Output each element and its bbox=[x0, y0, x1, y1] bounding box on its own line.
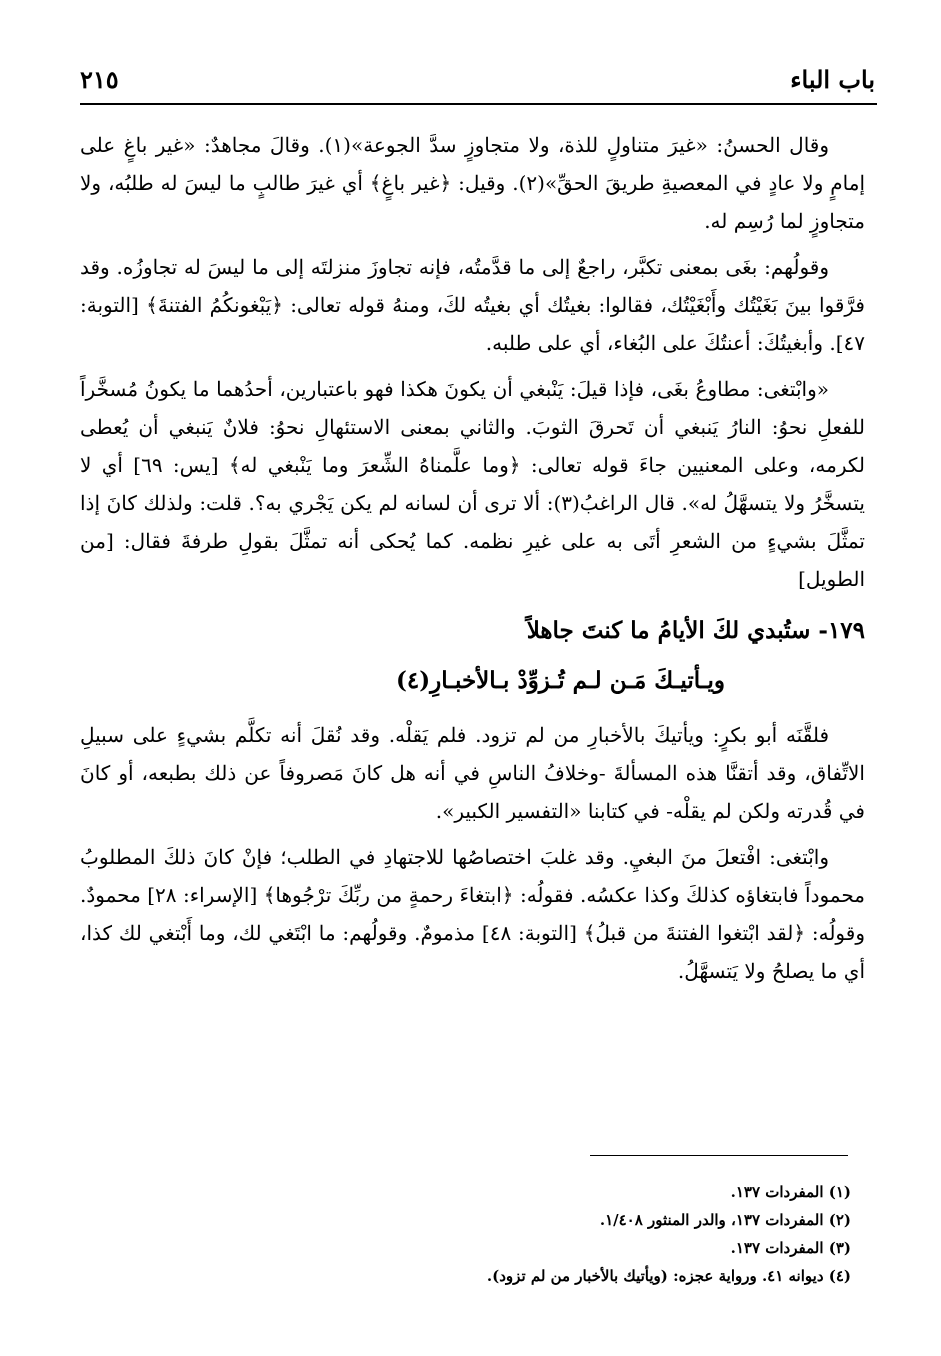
footnotes bbox=[80, 1178, 851, 1290]
main-text bbox=[80, 126, 865, 998]
footnote: (٢) المفردات ١٣٧، والدر المنثور ١/٤٠٨. bbox=[599, 1211, 851, 1229]
verse-second-hemistich: ويـأتيـكَ مَـن لـم تُـزوِّدْ بـالأخبـارِ(٤) bbox=[396, 667, 725, 694]
paragraph: وقولُهم: بغَى بمعنى تكبَّر، راجعٌ إلى ما قدَّمتُه، فإنه تجاوزَ منزلتَه إلى ما ليسَ له تجاوزُه. وقد فرَّقوا بينَ بَغَيْتُك وأَبْغَيْتُك، فقالوا: بغيتُك أي بغيتُه لكَ، ومنهُ قوله تعالى: ﴿يَبْغونكُمُ الفتنةَ﴾ [التوبة: ٤٧]. وأبغيتُكَ: أعنتُكَ على البُغاء، أي على طلبه. bbox=[80, 255, 865, 355]
verse-first-hemistich: ١٧٩- ستُبدي لكَ الأيامُ ما كنتَ جاهلاً bbox=[526, 617, 865, 644]
footnote: (٤) ديوانه ٤١. ورواية عجزه: (ويأتيك بالأخبار من لم تزود). bbox=[486, 1267, 851, 1285]
header-rule bbox=[80, 103, 877, 105]
footnote: (١) المفردات ١٣٧. bbox=[730, 1183, 851, 1201]
poetry-verse bbox=[80, 606, 865, 706]
running-head bbox=[80, 58, 875, 100]
chapter-title: باب الباء bbox=[790, 64, 875, 94]
paragraph: وقال الحسنُ: «غيرَ متناولٍ للذة، ولا متجاوزٍ سدَّ الجوعة»(١). وقالَ مجاهدٌ: «غير باغٍ على إمامٍ ولا عادٍ في المعصيةِ طريقَ الحقِّ»(٢). وقيل: ﴿غير باغٍ﴾ أي غيرَ طالبٍ ما ليسَ له طلبُه، ولا متجاوزٍ لما رُسِم له. bbox=[80, 133, 865, 233]
paragraph: وابْتغى: افْتعلَ منَ البغيِ. وقد غلبَ اختصاصُها للاجتهادِ في الطلب؛ فإنْ كانَ ذلكَ المطلوبُ محموداً فابتغاؤه كذلكَ وكذا عكسُه. فقولُه: ﴿ابتغاءَ رحمةٍ من ربِّكَ ترْجُوها﴾ [الإسراء: ٢٨] محمودٌ. وقولُه: ﴿لقد ابْتغوا الفتنةَ من قبلُ﴾ [التوبة: ٤٨] مذمومٌ. وقولُهم: ما ابْتَغي لك، وما أَبْتغي لك كذا، أي ما يصلحُ ولا يَتسهَّلُ. bbox=[80, 845, 865, 983]
footnote: (٣) المفردات ١٣٧. bbox=[730, 1239, 851, 1257]
footnote-rule bbox=[590, 1155, 848, 1156]
page-number: ٢١٥ bbox=[80, 64, 119, 94]
paragraph: «وابْتغى: مطاوعُ بغَى، فإذا قيلَ: يَنْبغي أن يكونَ هكذا فهو باعتبارين، أحدُهما ما يكونُ مُسخَّراً للفعلِ نحوُ: النارُ يَنبغي أن تَحرقَ الثوبَ. والثاني بمعنى الاستئهالِ نحوُ: فلانٌ يَنبغي أن يُعطى لكرمه، وعلى المعنيين جاءَ قوله تعالى: ﴿وما علَّمناهُ الشِّعرَ وما يَنْبغي له﴾ [يس: ٦٩] أي لا يتسخَّرُ ولا يتسهَّلُ له». قال الراغبُ(٣): ألا ترى أن لسانه لم يكن يَجْري به؟. قلت: ولذلك كانَ إذا تمثَّلَ بشيءٍ من الشعرِ أتَى به على غيرِ نظمه. كما يُحكى أنه تمثَّلَ بقولِ طرفةَ فقال: [من الطويل] bbox=[80, 377, 865, 591]
paragraph: فلقَّنَه أبو بكرٍ: ويأتيكَ بالأخبارِ من لم تزود. فلم يَقلْه. وقد نُقلَ أنه تكلَّم بشيءٍ على سبيلِ الاتِّفاق، وقد أتقنَّا هذه المسألةَ -وخلافُ الناسِ في أنه هل كانَ مَصروفاً عن ذلك بطبعه، أو كانَ في قُدرته ولكن لم يقلْه- في كتابنا «التفسير الكبير». bbox=[80, 723, 865, 823]
